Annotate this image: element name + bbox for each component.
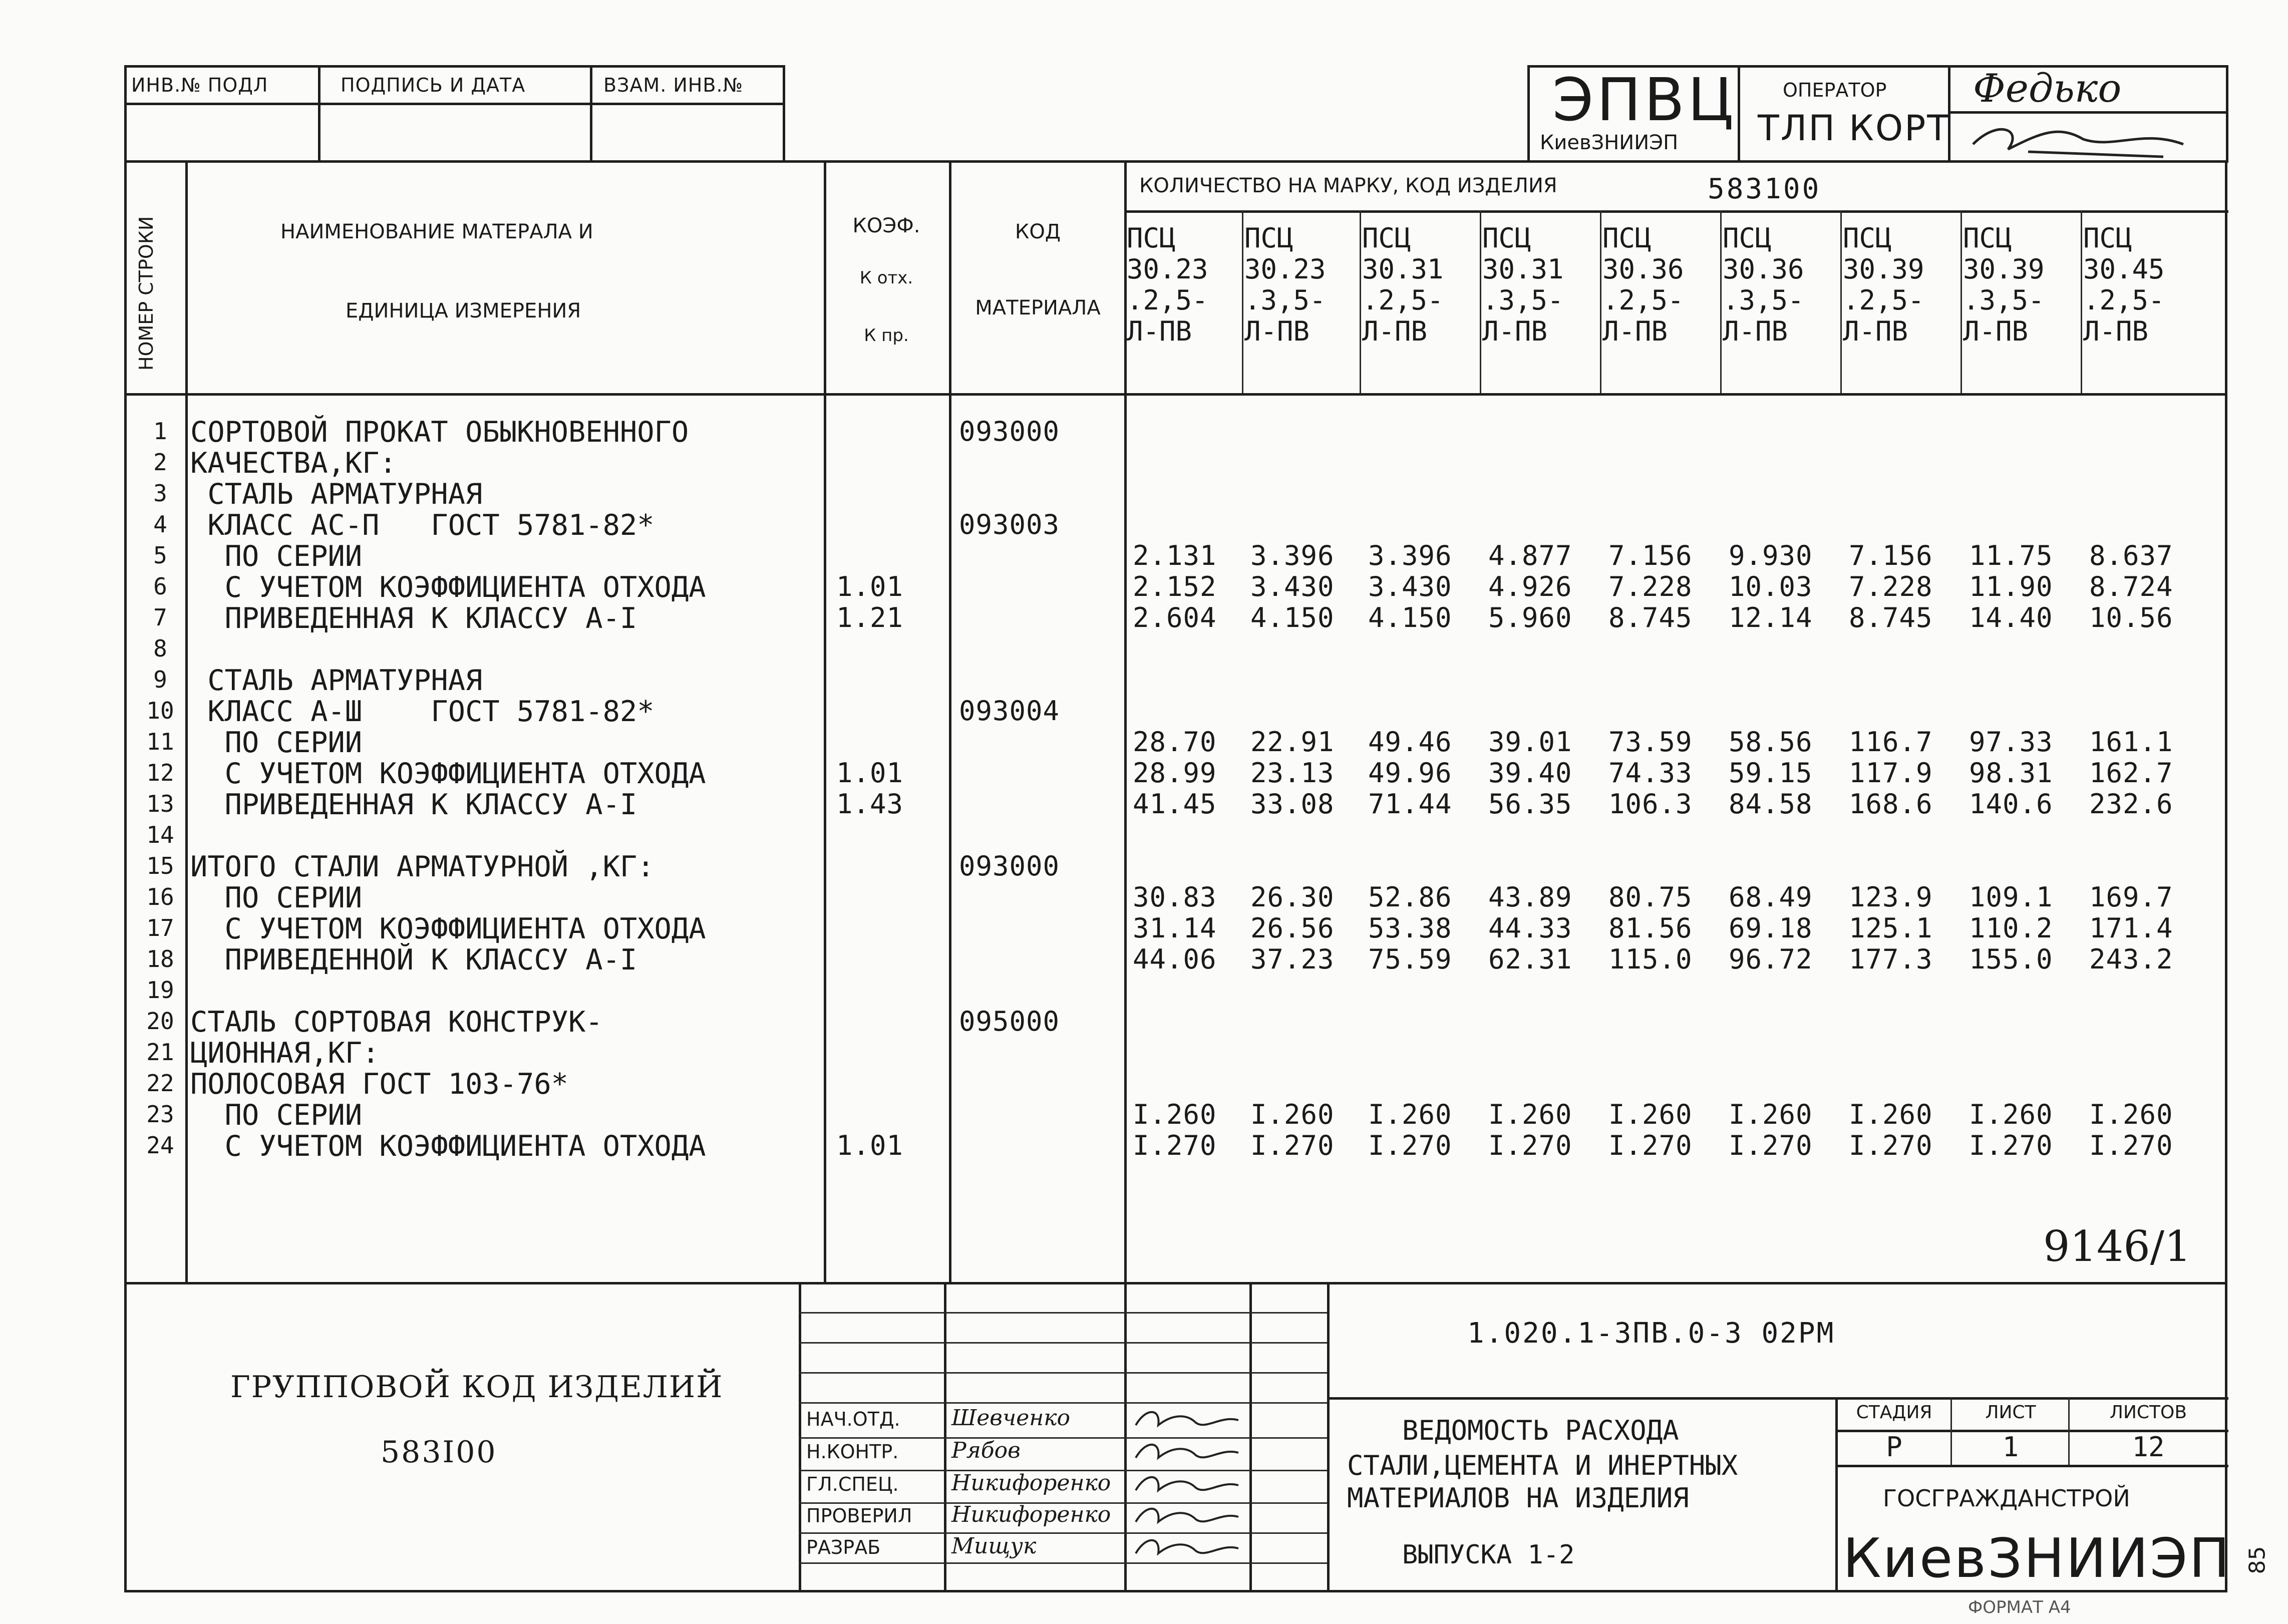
- row-number: 6: [153, 573, 167, 600]
- product-column-header-line: .2,5-: [1843, 284, 1924, 316]
- role-name: Рябов: [951, 1438, 1021, 1463]
- row-value: 37.23: [1250, 943, 1335, 975]
- row-value: I.260: [1849, 1099, 1933, 1130]
- product-column-header-line: ПСЦ: [1963, 222, 2012, 254]
- row-value: 177.3: [1849, 943, 1933, 975]
- title-block-row-line: [799, 1437, 1327, 1439]
- row-value: 115.0: [1608, 943, 1693, 975]
- title-block-doc-line: [1327, 1397, 2228, 1400]
- row-value: 62.31: [1488, 943, 1572, 975]
- row-value: I.260: [2089, 1099, 2173, 1130]
- material-label-1: НАИМЕНОВАНИЕ МАТЕРАЛА И: [280, 220, 593, 243]
- sheet-label: ЛИСТ: [1985, 1402, 2036, 1423]
- doc-title-2: СТАЛИ,ЦЕМЕНТА И ИНЕРТНЫХ: [1347, 1450, 1738, 1481]
- product-col-sep-4: [1600, 210, 1601, 393]
- row-coef: 1.01: [836, 1130, 904, 1161]
- row-code: 093000: [959, 850, 1060, 882]
- row-value: 110.2: [1969, 912, 2053, 944]
- row-value: 84.58: [1729, 788, 1813, 820]
- row-value: I.260: [1729, 1099, 1813, 1130]
- title-block-row-line: [799, 1532, 1327, 1534]
- product-column-header-line: ПСЦ: [1362, 222, 1411, 254]
- row-material-text: СТАЛЬ АРМАТУРНАЯ: [190, 664, 483, 697]
- row-value: 39.01: [1488, 726, 1572, 758]
- row-material-text: С УЧЕТОМ КОЭФФИЦИЕНТА ОТХОДА: [190, 757, 706, 790]
- operator-signature: [1953, 114, 2223, 162]
- quantity-label: КОЛИЧЕСТВО НА МАРКУ, КОД ИЗДЕЛИЯ: [1139, 174, 1557, 197]
- row-number: 12: [146, 759, 174, 786]
- product-col-sep-5: [1720, 210, 1722, 393]
- row-code: 095000: [959, 1006, 1060, 1037]
- row-number: 7: [153, 604, 167, 631]
- product-column-header: [1482, 223, 1597, 347]
- row-value: 81.56: [1608, 912, 1693, 944]
- row-value: 109.1: [1969, 881, 2053, 913]
- row-value: 26.56: [1250, 912, 1335, 944]
- product-column-header-line: 30.39: [1843, 253, 1924, 285]
- row-value: 116.7: [1849, 726, 1933, 758]
- product-column-header-line: 30.23: [1244, 253, 1326, 285]
- title-block-row-line: [799, 1342, 1327, 1344]
- org-name: ЭПВЦ: [1552, 65, 1737, 134]
- product-column-header-line: ПСЦ: [1482, 222, 1531, 254]
- row-number: 2: [153, 449, 167, 476]
- row-number: 11: [146, 728, 174, 755]
- row-value: 140.6: [1969, 788, 2053, 820]
- row-value: 12.14: [1729, 602, 1813, 633]
- role-signature: [1131, 1438, 1246, 1467]
- vzam-label: ВЗАМ. ИНВ.№: [603, 74, 744, 96]
- title-block-stage-col-2: [2068, 1397, 2070, 1465]
- row-value: 243.2: [2089, 943, 2173, 975]
- product-column-header: [1127, 223, 1242, 347]
- code-label-2: МАТЕРИАЛА: [975, 296, 1101, 319]
- row-number: 15: [146, 852, 174, 879]
- row-value: 123.9: [1849, 881, 1933, 913]
- product-column-header-line: .3,5-: [1244, 284, 1326, 316]
- row-number: 18: [146, 945, 174, 972]
- row-value: 74.33: [1608, 757, 1693, 789]
- row-number: 19: [146, 977, 174, 1004]
- row-value: I.260: [1488, 1099, 1572, 1130]
- row-number: 1: [153, 418, 167, 445]
- row-value: 4.150: [1250, 602, 1335, 633]
- row-value: 44.33: [1488, 912, 1572, 944]
- row-value: I.270: [1729, 1130, 1813, 1161]
- row-value: I.270: [1608, 1130, 1693, 1161]
- row-value: 41.45: [1133, 788, 1217, 820]
- row-value: 4.877: [1488, 540, 1572, 571]
- row-number: 21: [146, 1039, 174, 1066]
- row-value: 11.75: [1969, 540, 2053, 571]
- row-value: 58.56: [1729, 726, 1813, 758]
- row-value: 71.44: [1368, 788, 1452, 820]
- code-label-1: КОД: [1015, 220, 1061, 243]
- row-material-text: ИТОГО СТАЛИ АРМАТУРНОЙ ,КГ:: [190, 850, 655, 883]
- product-col-sep-7: [1960, 210, 1962, 393]
- row-value: 11.90: [1969, 571, 2053, 602]
- product-column-header: [1602, 223, 1718, 347]
- product-column-header-line: ПСЦ: [1723, 222, 1772, 254]
- row-value: 3.396: [1368, 540, 1452, 571]
- row-material-text: КАЧЕСТВА,КГ:: [190, 447, 397, 480]
- row-value: 98.31: [1969, 757, 2053, 789]
- product-column-header-line: .2,5-: [1602, 284, 1684, 316]
- product-column-header-line: 30.23: [1127, 253, 1208, 285]
- row-value: 3.430: [1368, 571, 1452, 602]
- row-value: 30.83: [1133, 881, 1217, 913]
- product-column-header-line: Л-ПВ: [1963, 315, 2029, 347]
- title-block-row-line: [799, 1562, 1327, 1564]
- row-material-text: ПРИВЕДЕННОЙ К КЛАССУ А-I: [190, 943, 637, 977]
- role-label: ГЛ.СПЕЦ.: [806, 1473, 899, 1495]
- stage-value: Р: [1886, 1431, 1902, 1463]
- row-value: 7.228: [1608, 571, 1693, 602]
- product-column-header-line: ПСЦ: [1843, 222, 1892, 254]
- row-value: 232.6: [2089, 788, 2173, 820]
- operator-label: ОПЕРАТОР: [1783, 79, 1887, 101]
- role-label: НАЧ.ОТД.: [806, 1408, 900, 1430]
- product-column-header-line: 30.39: [1963, 253, 2045, 285]
- product-col-sep-2: [1360, 210, 1361, 393]
- product-column-header: [1244, 223, 1360, 347]
- coef-label-3: К пр.: [864, 326, 909, 346]
- product-column-header: [1362, 223, 1477, 347]
- title-block-row-line: [799, 1372, 1327, 1374]
- row-material-text: ПРИВЕДЕННАЯ К КЛАССУ А-I: [190, 602, 637, 635]
- row-coef: 1.01: [836, 757, 904, 789]
- row-value: I.270: [2089, 1130, 2173, 1161]
- group-code-label: ГРУППОВОЙ КОД ИЗДЕЛИЙ: [230, 1370, 724, 1405]
- format-label: ФОРМАТ А4: [1968, 1597, 2071, 1617]
- product-column-header-line: .3,5-: [1482, 284, 1564, 316]
- row-coef: 1.43: [836, 788, 904, 820]
- row-number: 4: [153, 511, 167, 538]
- row-value: 106.3: [1608, 788, 1693, 820]
- row-value: 7.228: [1849, 571, 1933, 602]
- row-value: 80.75: [1608, 881, 1693, 913]
- row-material-text: ЦИОННАЯ,КГ:: [190, 1037, 380, 1070]
- row-value: I.270: [1969, 1130, 2053, 1161]
- row-value: 69.18: [1729, 912, 1813, 944]
- row-material-text: ПО СЕРИИ: [190, 726, 363, 759]
- row-material-text: ПО СЕРИИ: [190, 540, 363, 573]
- product-column-header-line: Л-ПВ: [1843, 315, 1908, 347]
- product-column-header-line: ПСЦ: [1602, 222, 1652, 254]
- title-block-top: [124, 1282, 2227, 1284]
- product-column-header-line: .3,5-: [1963, 284, 2045, 316]
- row-value: 52.86: [1368, 881, 1452, 913]
- row-number: 24: [146, 1132, 174, 1159]
- row-value: 125.1: [1849, 912, 1933, 944]
- product-col-sep-3: [1480, 210, 1481, 393]
- product-column-header: [1963, 223, 2078, 347]
- title-block-row-line: [799, 1402, 1327, 1404]
- row-value: 4.150: [1368, 602, 1452, 633]
- row-value: 2.131: [1133, 540, 1217, 571]
- role-signature: [1131, 1502, 1246, 1531]
- title-block-row-line: [799, 1312, 1327, 1314]
- row-value: 5.960: [1488, 602, 1572, 633]
- product-column-header-line: .2,5-: [2083, 284, 2165, 316]
- row-value: 168.6: [1849, 788, 1933, 820]
- row-value: 44.06: [1133, 943, 1217, 975]
- row-value: I.270: [1368, 1130, 1452, 1161]
- role-label: ПРОВЕРИЛ: [806, 1505, 912, 1527]
- row-value: 28.70: [1133, 726, 1217, 758]
- row-code: 093003: [959, 509, 1060, 540]
- row-value: I.270: [1133, 1130, 1217, 1161]
- row-material-text: ПОЛОСОВАЯ ГОСТ 103-76*: [190, 1068, 568, 1101]
- row-number: 8: [153, 635, 167, 662]
- stamp-top-left-sep-1: [318, 65, 320, 163]
- row-number: 16: [146, 883, 174, 910]
- row-value: 7.156: [1849, 540, 1933, 571]
- row-value: 3.430: [1250, 571, 1335, 602]
- row-value: I.270: [1488, 1130, 1572, 1161]
- row-material-text: ПРИВЕДЕННАЯ К КЛАССУ А-I: [190, 788, 637, 821]
- row-value: 33.08: [1250, 788, 1335, 820]
- row-value: 171.4: [2089, 912, 2173, 944]
- role-name: Никифоренко: [951, 1502, 1111, 1527]
- row-value: 161.1: [2089, 726, 2173, 758]
- product-column-header-line: .2,5-: [1127, 284, 1208, 316]
- org-1: ГОСГРАЖДАНСТРОЙ: [1883, 1485, 2130, 1512]
- row-number: 20: [146, 1008, 174, 1035]
- row-value: 14.40: [1969, 602, 2053, 633]
- row-value: 8.637: [2089, 540, 2173, 571]
- row-number: 17: [146, 914, 174, 941]
- row-value: 2.604: [1133, 602, 1217, 633]
- row-number: 14: [146, 821, 174, 848]
- row-material-text: СОРТОВОЙ ПРОКАТ ОБЫКНОВЕННОГО: [190, 416, 689, 449]
- role-name: Мищук: [951, 1533, 1037, 1559]
- row-material-text: С УЧЕТОМ КОЭФФИЦИЕНТА ОТХОДА: [190, 912, 706, 945]
- row-value: 97.33: [1969, 726, 2053, 758]
- org-stamp-sep-1: [1738, 65, 1740, 163]
- product-column-header-line: .3,5-: [1723, 284, 1804, 316]
- role-signature: [1131, 1533, 1246, 1562]
- role-label: РАЗРАБ: [806, 1536, 881, 1558]
- row-material-text: СТАЛЬ АРМАТУРНАЯ: [190, 478, 483, 511]
- coef-label-2: К отх.: [859, 268, 913, 288]
- row-value: 9.930: [1729, 540, 1813, 571]
- product-col-sep-6: [1840, 210, 1842, 393]
- quantity-header-line: [1124, 210, 2228, 213]
- row-number: 10: [146, 697, 174, 724]
- doc-title-4: ВЫПУСКА 1-2: [1402, 1540, 1575, 1570]
- row-coef: 1.21: [836, 602, 904, 633]
- row-value: 162.7: [2089, 757, 2173, 789]
- row-value: 53.38: [1368, 912, 1452, 944]
- material-label-2: ЕДИНИЦА ИЗМЕРЕНИЯ: [346, 299, 581, 322]
- product-column-header-line: 30.36: [1723, 253, 1804, 285]
- product-column-header-line: 30.45: [2083, 253, 2165, 285]
- stamp-top-left-sep-2: [590, 65, 592, 163]
- col-rownum-sep: [185, 160, 188, 1282]
- side-mark: 85: [2244, 1546, 2270, 1574]
- row-value: 49.96: [1368, 757, 1452, 789]
- product-column-header-line: 30.31: [1482, 253, 1564, 285]
- stage-label: СТАДИЯ: [1856, 1402, 1932, 1423]
- stamp-top-left-divider: [124, 103, 785, 105]
- product-column-header-line: 30.36: [1602, 253, 1684, 285]
- row-material-text: КЛАСС АС-П ГОСТ 5781-82*: [190, 509, 655, 542]
- coef-label-1: КОЭФ.: [852, 214, 920, 237]
- row-number: 9: [153, 666, 167, 693]
- row-value: 8.745: [1608, 602, 1693, 633]
- row-value: 23.13: [1250, 757, 1335, 789]
- product-column-header-line: Л-ПВ: [1482, 315, 1548, 347]
- product-column-header-line: 30.31: [1362, 253, 1444, 285]
- row-value: 26.30: [1250, 881, 1335, 913]
- header-bottom-line: [124, 393, 2227, 396]
- row-value: 39.40: [1488, 757, 1572, 789]
- row-number-label: НОМЕР СТРОКИ: [135, 216, 157, 371]
- org-stamp-divider: [1948, 111, 2228, 114]
- row-value: 10.56: [2089, 602, 2173, 633]
- row-material-text: ПО СЕРИИ: [190, 1099, 363, 1132]
- role-label: Н.КОНТР.: [806, 1441, 899, 1463]
- row-value: 96.72: [1729, 943, 1813, 975]
- row-value: I.260: [1250, 1099, 1335, 1130]
- product-column-header-line: Л-ПВ: [1602, 315, 1668, 347]
- group-code: 583I00: [381, 1435, 497, 1470]
- row-material-text: ПО СЕРИИ: [190, 881, 363, 914]
- row-value: 8.724: [2089, 571, 2173, 602]
- row-value: 56.35: [1488, 788, 1572, 820]
- row-value: I.260: [1368, 1099, 1452, 1130]
- title-block-date-sep: [1327, 1282, 1330, 1592]
- row-value: 43.89: [1488, 881, 1572, 913]
- row-value: 117.9: [1849, 757, 1933, 789]
- row-value: 169.7: [2089, 881, 2173, 913]
- product-col-sep-8: [2081, 210, 2082, 393]
- row-number: 22: [146, 1070, 174, 1097]
- doc-title-3: МАТЕРИАЛОВ НА ИЗДЕЛИЯ: [1347, 1482, 1689, 1514]
- row-value: 59.15: [1729, 757, 1813, 789]
- sheet-mark: 9146/1: [2043, 1222, 2191, 1271]
- row-material-text: СТАЛЬ СОРТОВАЯ КОНСТРУК-: [190, 1006, 603, 1039]
- row-value: 7.156: [1608, 540, 1693, 571]
- row-coef: 1.01: [836, 571, 904, 602]
- product-column-header: [2083, 223, 2198, 347]
- product-column-header: [1843, 223, 1958, 347]
- org-sub: КиевЗНИИЭП: [1540, 131, 1679, 154]
- role-name: Никифоренко: [951, 1470, 1111, 1496]
- row-value: 73.59: [1608, 726, 1693, 758]
- row-value: 155.0: [1969, 943, 2053, 975]
- row-value: 22.91: [1250, 726, 1335, 758]
- title-block-stage-line-2: [1835, 1465, 2228, 1467]
- row-value: 2.152: [1133, 571, 1217, 602]
- row-value: I.260: [1969, 1099, 2053, 1130]
- row-value: I.270: [1250, 1130, 1335, 1161]
- doc-code: 1.020.1-3ПВ.0-3 02РМ: [1467, 1317, 1835, 1350]
- row-value: 4.926: [1488, 571, 1572, 602]
- row-code: 093004: [959, 695, 1060, 727]
- product-column-header-line: Л-ПВ: [1244, 315, 1310, 347]
- title-block-stage-sep: [1835, 1397, 1838, 1592]
- role-signature: [1131, 1405, 1246, 1434]
- row-number: 5: [153, 542, 167, 569]
- operator-signature-name: Федько: [1973, 66, 2122, 111]
- sheets-label: ЛИСТОВ: [2109, 1402, 2187, 1423]
- product-column-header-line: Л-ПВ: [2083, 315, 2149, 347]
- sheet-value: 1: [2002, 1431, 2019, 1463]
- operator-value: ТЛП КОРТ: [1758, 108, 1950, 149]
- row-number: 13: [146, 790, 174, 817]
- row-code: 093000: [959, 416, 1060, 447]
- row-value: 28.99: [1133, 757, 1217, 789]
- row-value: 31.14: [1133, 912, 1217, 944]
- org-2: КиевЗНИИЭП: [1843, 1527, 2231, 1590]
- row-value: 3.396: [1250, 540, 1335, 571]
- sheets-value: 12: [2132, 1431, 2165, 1463]
- podpis-label: ПОДПИСЬ И ДАТА: [341, 74, 526, 96]
- row-value: I.260: [1133, 1099, 1217, 1130]
- doc-title-1: ВЕДОМОСТЬ РАСХОДА: [1402, 1415, 1679, 1446]
- row-value: 8.745: [1849, 602, 1933, 633]
- title-block-stage-col-1: [1950, 1397, 1952, 1465]
- col-coef-sep: [949, 160, 951, 1282]
- row-material-text: КЛАСС А-Ш ГОСТ 5781-82*: [190, 695, 655, 728]
- row-value: I.270: [1849, 1130, 1933, 1161]
- role-signature: [1131, 1470, 1246, 1499]
- product-col-sep-1: [1242, 210, 1243, 393]
- role-name: Шевченко: [951, 1405, 1071, 1431]
- row-value: I.260: [1608, 1099, 1693, 1130]
- row-number: 23: [146, 1101, 174, 1128]
- product-column-header-line: ПСЦ: [2083, 222, 2132, 254]
- product-column-header-line: Л-ПВ: [1127, 315, 1192, 347]
- inv-podl-label: ИНВ.№ ПОДЛ: [131, 74, 268, 96]
- product-column-header-line: .2,5-: [1362, 284, 1444, 316]
- row-material-text: С УЧЕТОМ КОЭФФИЦИЕНТА ОТХОДА: [190, 571, 706, 604]
- product-column-header-line: Л-ПВ: [1723, 315, 1788, 347]
- product-code: 583100: [1708, 173, 1821, 205]
- product-column-header-line: ПСЦ: [1244, 222, 1293, 254]
- row-material-text: С УЧЕТОМ КОЭФФИЦИЕНТА ОТХОДА: [190, 1130, 706, 1163]
- product-column-header: [1723, 223, 1838, 347]
- row-value: 68.49: [1729, 881, 1813, 913]
- product-column-header-line: Л-ПВ: [1362, 315, 1428, 347]
- row-value: 10.03: [1729, 571, 1813, 602]
- row-number: 3: [153, 480, 167, 507]
- product-column-header-line: ПСЦ: [1127, 222, 1176, 254]
- row-value: 75.59: [1368, 943, 1452, 975]
- row-value: 49.46: [1368, 726, 1452, 758]
